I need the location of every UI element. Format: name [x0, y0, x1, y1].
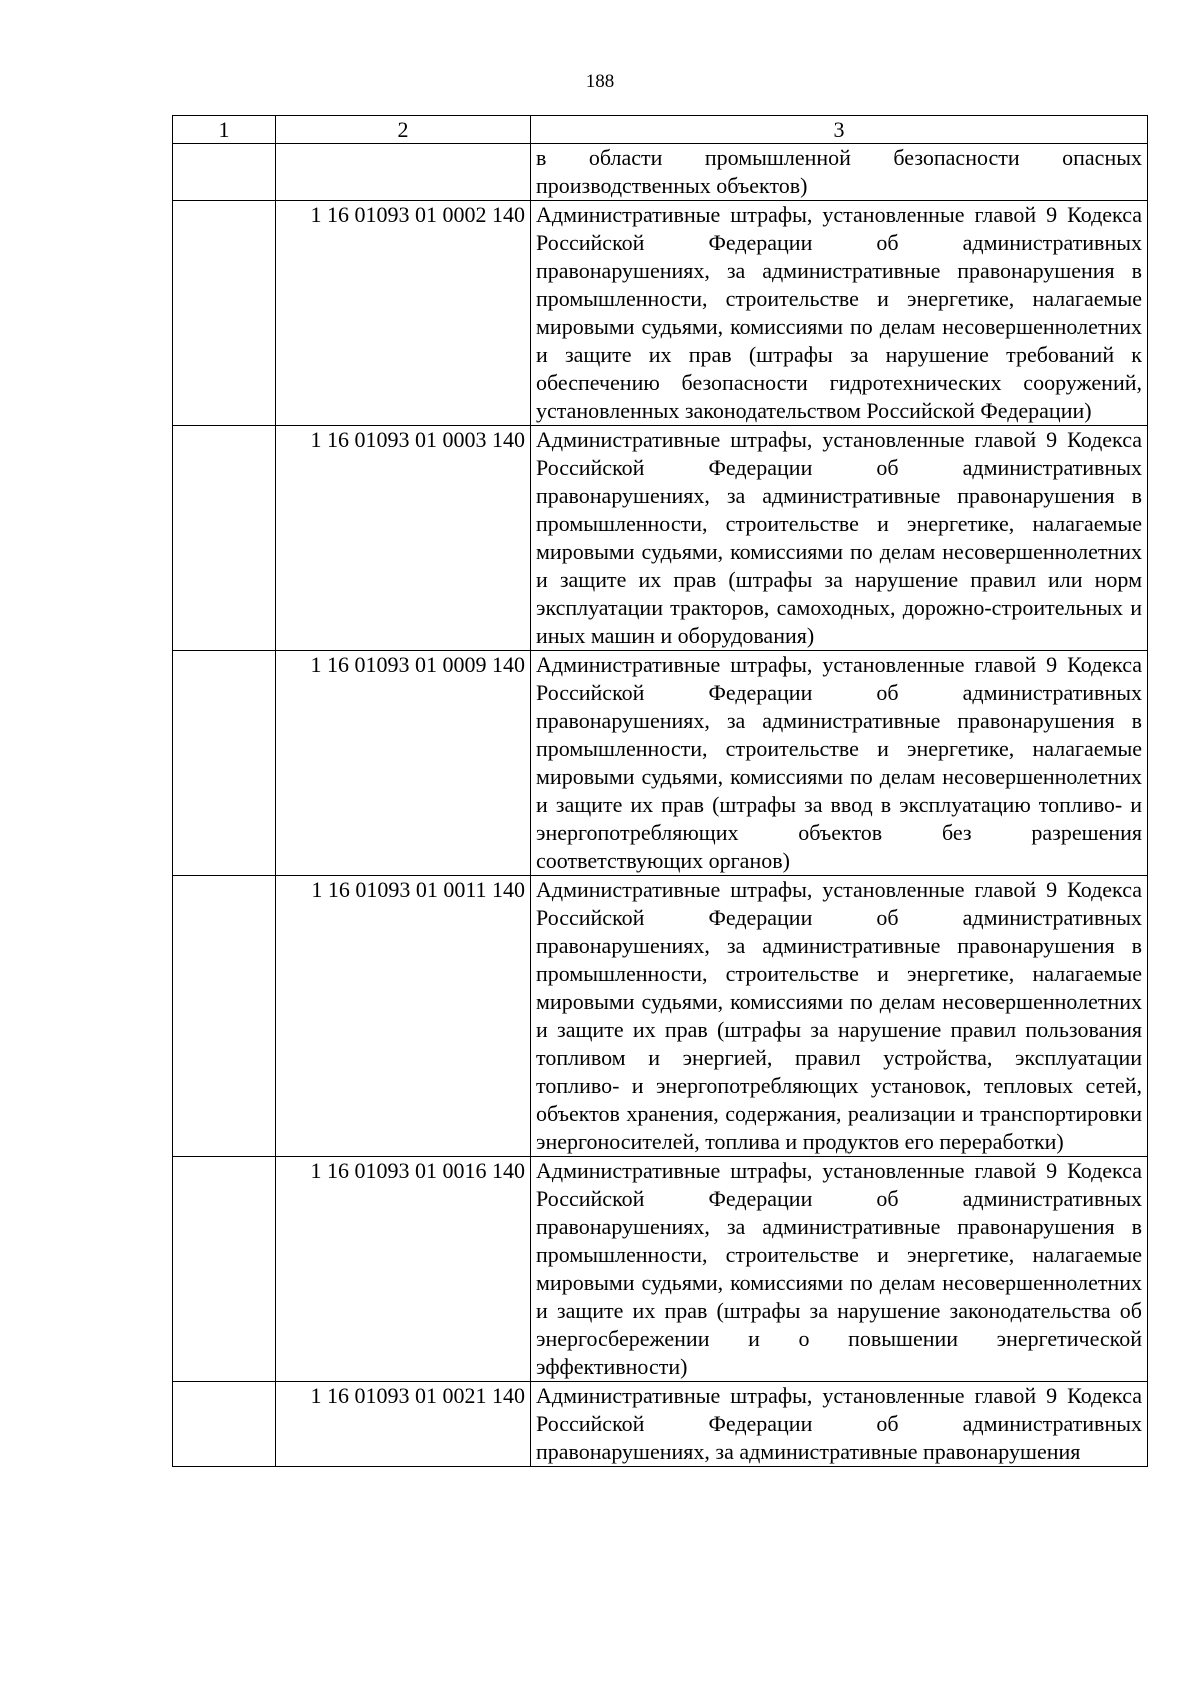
row-col1-cell: [173, 1157, 276, 1382]
budget-codes-table: [172, 115, 1148, 1467]
table-row: [173, 1157, 1148, 1382]
table-row: [173, 426, 1148, 651]
row-col1-cell: [173, 426, 276, 651]
table-row: [173, 144, 1148, 201]
code-cell: 1 16 01093 01 0009 140: [276, 651, 531, 876]
code-cell: 1 16 01093 01 0016 140: [276, 1157, 531, 1382]
row-col1-cell: [173, 876, 276, 1157]
description-cell: Административные штрафы, установленные главой 9 Кодекса Российской Федерации об административных правонарушениях, за административные правонарушения в промышленности, строительстве и энергетике, налагаемые мировыми судьями, комиссиями по делам несовершеннолетних и защите их прав (штрафы за ввод в эксплуатацию топливо- и энергопотребляющих объектов без разрешения соответствующих органов): [531, 651, 1148, 876]
row-col1-cell: [173, 201, 276, 426]
row-col1-cell: [173, 144, 276, 201]
header-col-1: 1: [173, 116, 276, 144]
description-cell: Административные штрафы, установленные главой 9 Кодекса Российской Федерации об административных правонарушениях, за административные правонарушения в промышленности, строительстве и энергетике, налагаемые мировыми судьями, комиссиями по делам несовершеннолетних и защите их прав (штрафы за нарушение законодательства об энергосбережении и о повышении энергетической эффективности): [531, 1157, 1148, 1382]
description-cell: Административные штрафы, установленные главой 9 Кодекса Российской Федерации об административных правонарушениях, за административные правонарушения: [531, 1382, 1148, 1467]
code-cell: 1 16 01093 01 0002 140: [276, 201, 531, 426]
header-col-2: 2: [276, 116, 531, 144]
code-cell: 1 16 01093 01 0011 140: [276, 876, 531, 1157]
page-number: 188: [585, 71, 615, 92]
table-row: [173, 1382, 1148, 1467]
table-row: [173, 651, 1148, 876]
row-col1-cell: [173, 651, 276, 876]
code-cell: 1 16 01093 01 0021 140: [276, 1382, 531, 1467]
code-cell: 1 16 01093 01 0003 140: [276, 426, 531, 651]
description-cell: Административные штрафы, установленные главой 9 Кодекса Российской Федерации об административных правонарушениях, за административные правонарушения в промышленности, строительстве и энергетике, налагаемые мировыми судьями, комиссиями по делам несовершеннолетних и защите их прав (штрафы за нарушение требований к обеспечению безопасности гидротехнических сооружений, установленных законодательством Российской Федерации): [531, 201, 1148, 426]
description-cell: в области промышленной безопасности опасных производственных объектов): [531, 144, 1148, 201]
table-row: [173, 876, 1148, 1157]
table-row: [173, 201, 1148, 426]
code-cell: [276, 144, 531, 201]
row-col1-cell: [173, 1382, 276, 1467]
table-header-row: [173, 116, 1148, 144]
description-cell: Административные штрафы, установленные главой 9 Кодекса Российской Федерации об административных правонарушениях, за административные правонарушения в промышленности, строительстве и энергетике, налагаемые мировыми судьями, комиссиями по делам несовершеннолетних и защите их прав (штрафы за нарушение правил или норм эксплуатации тракторов, самоходных, дорожно-строительных и иных машин и оборудования): [531, 426, 1148, 651]
header-col-3: 3: [531, 116, 1148, 144]
description-cell: Административные штрафы, установленные главой 9 Кодекса Российской Федерации об административных правонарушениях, за административные правонарушения в промышленности, строительстве и энергетике, налагаемые мировыми судьями, комиссиями по делам несовершеннолетних и защите их прав (штрафы за нарушение правил пользования топливом и энергией, правил устройства, эксплуатации топливо- и энергопотребляющих установок, тепловых сетей, объектов хранения, содержания, реализации и транспортировки энергоносителей, топлива и продуктов его переработки): [531, 876, 1148, 1157]
